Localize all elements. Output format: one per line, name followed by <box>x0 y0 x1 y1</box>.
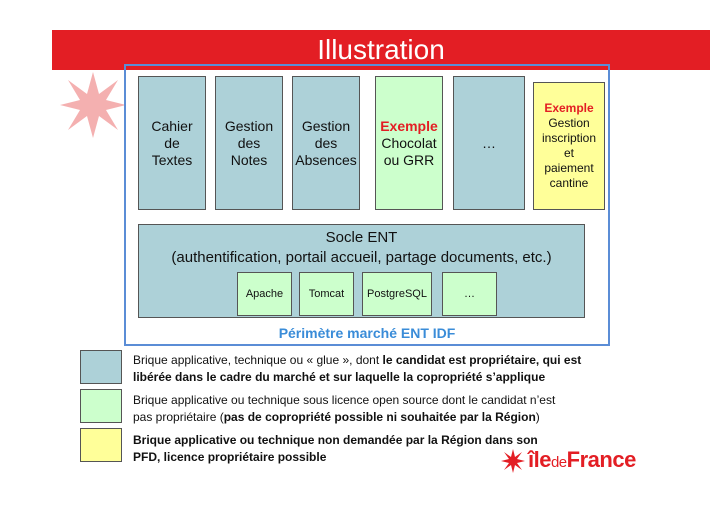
side-example-line: et <box>563 146 574 160</box>
brick-line: ou GRR <box>383 151 435 168</box>
perimeter-label: Périmètre marché ENT IDF <box>278 325 456 341</box>
legend-swatch-yellow <box>80 428 122 462</box>
legend-text-bold: libérée dans le cadre du marché et sur laquelle la copropriété s’applique <box>133 370 546 384</box>
legend-text-bold: pas de copropriété possible ni souhaitée par la Région <box>223 410 536 424</box>
brick-4 <box>453 76 525 210</box>
legend-text-bold: Brique applicative ou technique non demandée par la Région dans son <box>133 433 538 447</box>
small-brick-3: … <box>442 272 497 316</box>
brick-line: des <box>314 134 338 151</box>
small-brick-2: PostgreSQL <box>362 272 432 316</box>
brick-3 <box>375 76 443 210</box>
brick-line: Absences <box>295 151 357 168</box>
brick-line: … <box>482 134 496 151</box>
side-example-line: cantine <box>549 176 589 190</box>
side-example-line: paiement <box>544 161 594 175</box>
legend-text-bold: le candidat est propriétaire, qui est <box>382 353 582 367</box>
brick-0 <box>138 76 206 210</box>
brick-line: Chocolat <box>381 134 437 151</box>
small-brick-0: Apache <box>237 272 292 316</box>
brick-2 <box>292 76 360 210</box>
legend-text-green <box>133 392 703 426</box>
brick-1 <box>215 76 283 210</box>
legend-text-part: pas propriétaire ( <box>133 410 224 424</box>
logo-part: île <box>528 447 551 472</box>
legend-text-part: Brique applicative ou technique sous licence open source dont le candidat n’est <box>133 393 556 407</box>
side-example-brick <box>533 82 605 210</box>
ile-de-france-logo <box>528 447 636 473</box>
brick-line: de <box>164 134 180 151</box>
side-example-line: Gestion <box>548 116 590 130</box>
brick-line: Exemple <box>380 117 438 134</box>
side-example-label: Exemple <box>544 101 594 115</box>
legend-text-part: ) <box>535 410 540 424</box>
logo-part: France <box>566 447 636 472</box>
brick-line: des <box>237 134 261 151</box>
legend-text-bold: PFD, licence propriétaire possible <box>133 450 327 464</box>
logo-star-icon <box>500 448 526 474</box>
brick-line: Textes <box>151 151 193 168</box>
socle-title: Socle ENT <box>325 229 398 246</box>
legend-text-blue <box>133 352 703 386</box>
logo-part: de <box>550 454 567 471</box>
brick-line: Gestion <box>301 117 351 134</box>
socle-ent-text <box>138 228 585 268</box>
brick-line: Cahier <box>151 117 193 134</box>
legend-swatch-green <box>80 389 122 423</box>
brick-line: Gestion <box>224 117 274 134</box>
legend-text-part: Brique applicative, technique ou « glue », dont <box>133 353 383 367</box>
legend-swatch-blue <box>80 350 122 384</box>
small-brick-1: Tomcat <box>299 272 354 316</box>
decorative-star-icon <box>58 70 128 140</box>
socle-description: (authentification, portail accueil, partage documents, etc.) <box>171 249 552 266</box>
page-title: Illustration <box>317 34 445 65</box>
brick-line: Notes <box>230 151 268 168</box>
side-example-line: inscription <box>541 131 597 145</box>
